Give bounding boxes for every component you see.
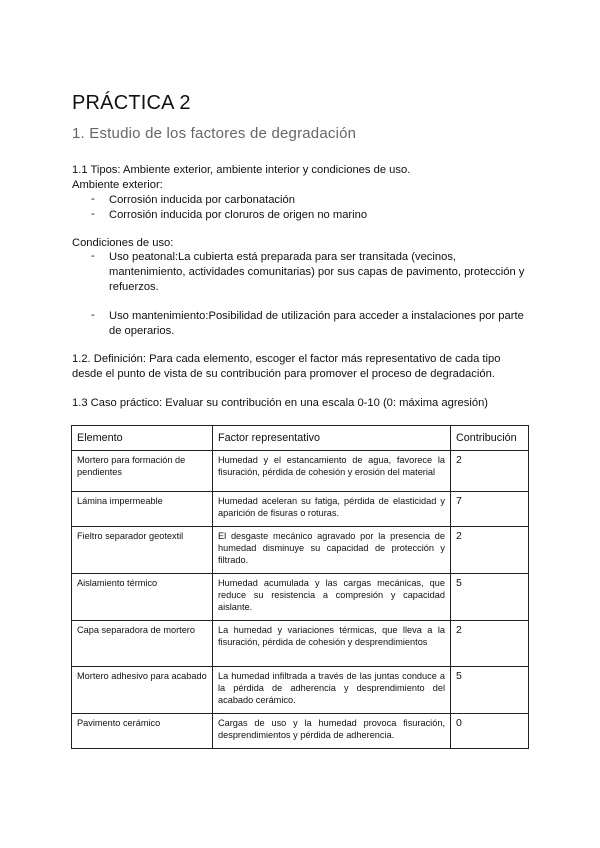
cell-contribucion: 5 — [451, 667, 529, 714]
exterior-item: Corrosión inducida por cloruros de origen no marino — [109, 209, 368, 221]
degradation-table — [71, 425, 529, 749]
exterior-item: Corrosión inducida por carbonatación — [109, 194, 295, 206]
cell-elemento: Mortero adhesivo para acabado — [72, 667, 213, 714]
cell-factor: La humedad infiltrada a través de las juntas conduce a la pérdida de adherencia y desprendimiento del acabado cerámico. — [213, 667, 451, 714]
cell-contribucion: 7 — [451, 492, 529, 527]
section-1-3: 1.3 Caso práctico: Evaluar su contribución en una escala 0-10 (0: máxima agresión) — [72, 397, 489, 409]
bullet-dash: - — [91, 193, 95, 205]
section-subtitle: 1. Estudio de los factores de degradación — [72, 125, 357, 142]
bullet-dash: - — [91, 309, 95, 321]
cell-factor: Humedad aceleran su fatiga, pérdida de elasticidad y aparición de fisuras o roturas. — [213, 492, 451, 527]
uso-label: Condiciones de uso: — [72, 237, 174, 249]
bullet-dash: - — [91, 250, 95, 262]
cell-contribucion: 0 — [451, 714, 529, 749]
table-row — [72, 492, 529, 527]
uso-item: Uso peatonal:La cubierta está preparada para ser transitada (vecinos, mantenimiento, actividades comunitarias) por sus capas de pavimento, protección y refuerzos. — [109, 251, 525, 293]
cell-factor: La humedad y variaciones térmicas, que lleva a la fisuración, pérdida de cohesión y desprendimientos — [213, 621, 451, 667]
cell-elemento: Lámina impermeable — [72, 492, 213, 527]
cell-elemento: Fieltro separador geotextil — [72, 527, 213, 574]
table-row — [72, 621, 529, 667]
cell-factor: Humedad y el estancamiento de agua, favorece la fisuración, pérdida de cohesión y erosión del material — [213, 451, 451, 492]
table-header-row — [72, 426, 529, 451]
cell-elemento: Mortero para formación de pendientes — [72, 451, 213, 492]
cell-contribucion: 2 — [451, 527, 529, 574]
table-row — [72, 451, 529, 492]
table-row — [72, 667, 529, 714]
cell-contribucion: 2 — [451, 621, 529, 667]
cell-elemento: Capa separadora de mortero — [72, 621, 213, 667]
header-contribucion: Contribución — [451, 426, 529, 451]
cell-contribucion: 5 — [451, 574, 529, 621]
table-row — [72, 574, 529, 621]
page-title: PRÁCTICA 2 — [72, 92, 191, 114]
cell-contribucion: 2 — [451, 451, 529, 492]
table-row — [72, 714, 529, 749]
bullet-dash: - — [91, 208, 95, 220]
header-factor: Factor representativo — [213, 426, 451, 451]
table-row — [72, 527, 529, 574]
cell-factor: Humedad acumulada y las cargas mecánicas, que reduce su resistencia a compresión y capacidad aislante. — [213, 574, 451, 621]
cell-elemento: Aislamiento térmico — [72, 574, 213, 621]
section-1-1-heading: 1.1 Tipos: Ambiente exterior, ambiente interior y condiciones de uso. — [72, 164, 411, 176]
uso-item: Uso mantenimiento:Posibilidad de utilización para acceder a instalaciones por parte de operarios. — [109, 310, 524, 337]
cell-elemento: Pavimento cerámico — [72, 714, 213, 749]
cell-factor: Cargas de uso y la humedad provoca fisuración, desprendimientos y pérdida de adherencia. — [213, 714, 451, 749]
section-1-2: 1.2. Definición: Para cada elemento, escoger el factor más representativo de cada tipo desde el punto de vista de su contribución para promover el proceso de degradación. — [72, 353, 501, 380]
cell-factor: El desgaste mecánico agravado por la presencia de humedad disminuye su capacidad de protección y filtrado. — [213, 527, 451, 574]
exterior-label: Ambiente exterior: — [72, 179, 163, 191]
header-elemento: Elemento — [72, 426, 213, 451]
